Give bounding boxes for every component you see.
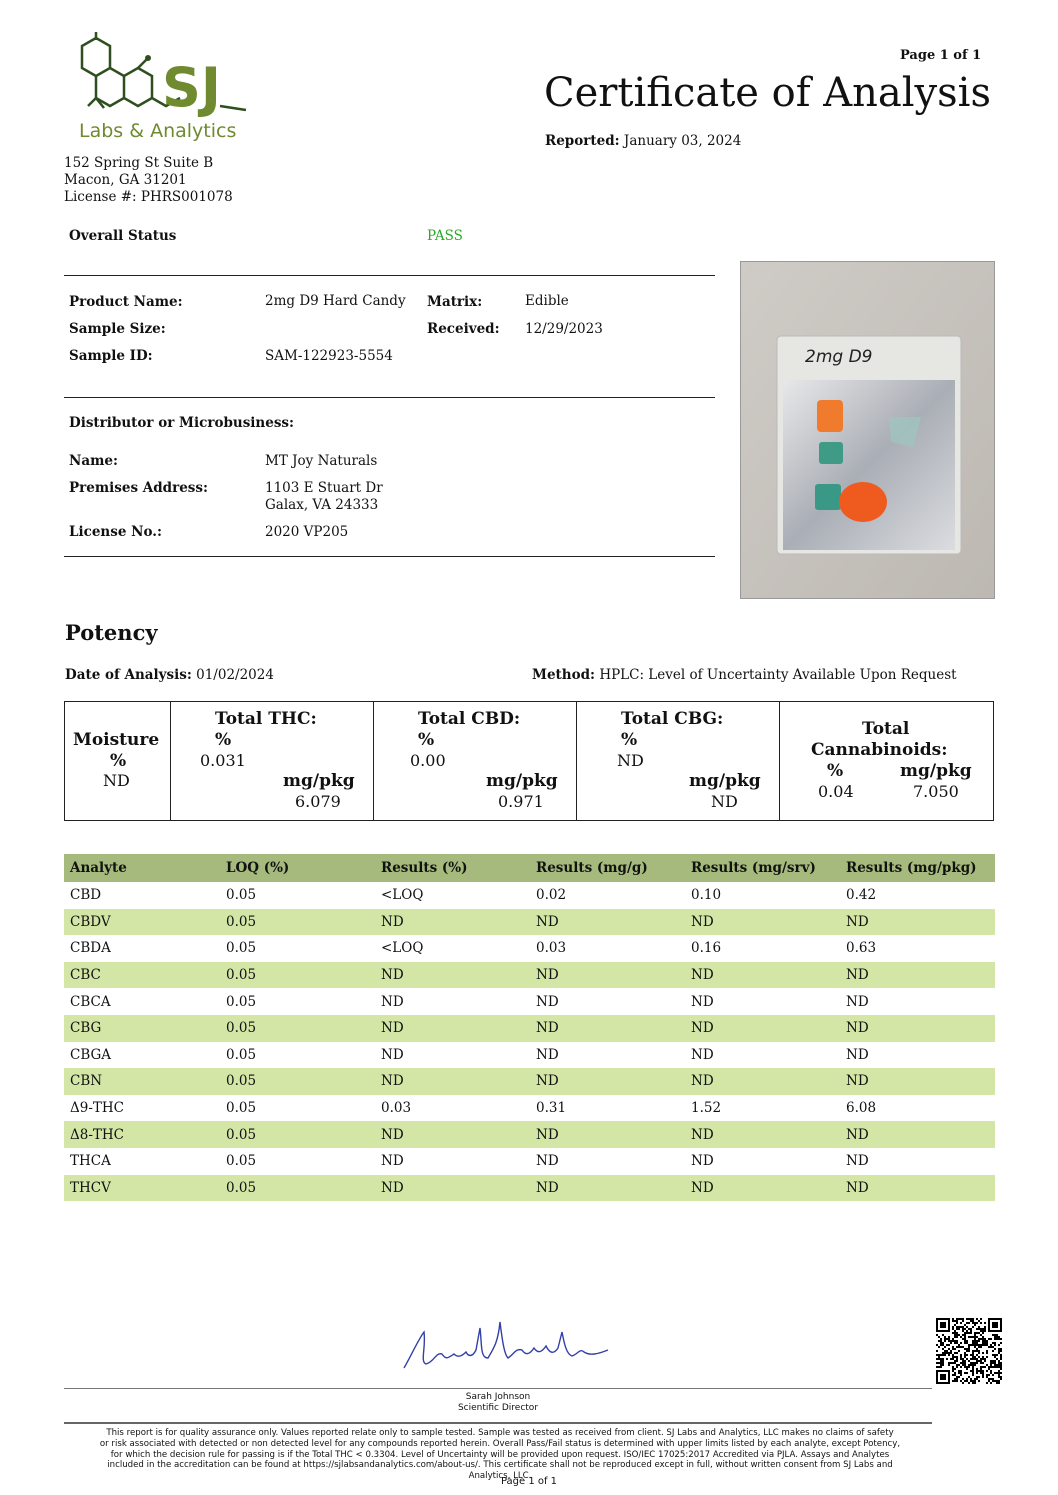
table-cell: ND <box>530 909 685 936</box>
column-header: Results (mg/pkg) <box>840 854 995 882</box>
disclaimer-line: included in the accreditation can be found at https://sjlabsandanalytics.com/about-us/. This certificate shall not be reproduced except in full, without written consent from SJ Labs and <box>107 1460 893 1471</box>
reported-value: January 03, 2024 <box>623 133 742 149</box>
moisture-label: Moisture <box>73 730 160 750</box>
table-cell: ND <box>530 1068 685 1095</box>
table-cell: ND <box>685 1121 840 1148</box>
analysis-date-label: Date of Analysis: <box>65 667 192 683</box>
table-cell: ND <box>846 1046 869 1063</box>
column-header: Results (mg/g) <box>530 854 685 882</box>
table-row <box>64 882 995 909</box>
table-cell: ND <box>536 993 559 1010</box>
table-cell: 0.16 <box>691 940 722 957</box>
total-cbd-cell <box>374 702 577 820</box>
table-row <box>64 1042 995 1069</box>
table-cell: 0.05 <box>220 1015 375 1042</box>
matrix-value: Edible <box>525 293 569 309</box>
distributor-name-label: Name: <box>69 453 118 469</box>
signature-line <box>64 1388 932 1389</box>
table-cell: ND <box>375 962 530 989</box>
signature-image <box>396 1318 616 1376</box>
table-cell: Δ8-THC <box>64 1121 220 1148</box>
overall-status-label: Overall Status <box>69 228 177 244</box>
lab-license: License #: PHRS001078 <box>64 189 233 205</box>
total-cannabinoids-mg-value: 7.050 <box>913 782 959 801</box>
signature <box>396 1318 616 1376</box>
total-thc-pct-label: % <box>215 730 232 750</box>
total-cbd-pct-label: % <box>418 730 435 750</box>
table-cell: 0.10 <box>691 887 722 904</box>
table-cell: ND <box>375 1175 530 1202</box>
received-label: Received: <box>427 321 500 337</box>
table-cell: 1.52 <box>691 1100 722 1117</box>
table-cell: ND <box>846 993 869 1010</box>
table-cell: 0.05 <box>226 1153 257 1170</box>
sample-id-value: SAM-122923-5554 <box>265 348 393 364</box>
total-cannabinoids-pct-label: % <box>827 761 844 781</box>
table-cell: 0.05 <box>226 1100 257 1117</box>
total-thc-pct-value: 0.031 <box>200 751 246 770</box>
premises-address-line2: Galax, VA 24333 <box>265 497 379 513</box>
table-cell: ND <box>840 962 995 989</box>
disclaimer-line: This report is for quality assurance only. Values reported relate only to sample tested. Sample was tested as received from client. SJ Labs and Analytics, LLC makes no claims of safety <box>106 1428 894 1438</box>
moisture-pct-label: % <box>110 751 127 771</box>
table-cell: ND <box>381 1046 404 1063</box>
table-cell: ND <box>840 909 995 936</box>
potency-heading: Potency <box>65 620 158 645</box>
lab-address-line1: 152 Spring St Suite B <box>64 155 214 171</box>
moisture-cell <box>65 702 171 820</box>
footer-disclaimer <box>40 1428 960 1482</box>
table-row <box>64 1095 995 1122</box>
column-header: Results (%) <box>375 854 530 882</box>
table-cell: CBGA <box>70 1046 112 1063</box>
analysis-date <box>65 667 274 683</box>
total-cbg-mg-label: mg/pkg <box>689 771 761 791</box>
total-cbg-label: Total CBG: <box>621 709 724 729</box>
total-thc-cell <box>171 702 374 820</box>
table-cell: 0.03 <box>536 940 567 957</box>
table-cell: 0.05 <box>220 962 375 989</box>
table-cell: ND <box>375 1068 530 1095</box>
divider <box>64 397 715 398</box>
table-cell: ND <box>840 1068 995 1095</box>
table-cell: ND <box>685 1175 840 1202</box>
table-cell: <LOQ <box>381 940 424 957</box>
table-cell: 0.05 <box>220 1121 375 1148</box>
premises-address-line1: 1103 E Stuart Dr <box>265 480 383 496</box>
table-cell: CBCA <box>70 993 111 1010</box>
table-cell: ND <box>685 1015 840 1042</box>
table-cell: ND <box>375 1015 530 1042</box>
table-cell: 0.05 <box>226 940 257 957</box>
total-thc-label: Total THC: <box>215 709 317 729</box>
lab-tagline: Labs & Analytics <box>79 120 237 142</box>
table-cell: 0.05 <box>226 887 257 904</box>
total-cbg-cell <box>577 702 780 820</box>
table-cell: ND <box>530 1015 685 1042</box>
total-cannabinoids-label2: Cannabinoids: <box>811 740 948 760</box>
reported-label: Reported: <box>545 133 620 149</box>
table-cell: ND <box>685 962 840 989</box>
total-cbg-mg-value: ND <box>711 792 738 811</box>
table-cell: CBN <box>64 1068 220 1095</box>
table-cell: ND <box>381 1153 404 1170</box>
analyte-table <box>64 854 995 1201</box>
table-cell: CBDV <box>64 909 220 936</box>
analysis-date-value: 01/02/2024 <box>196 667 274 683</box>
table-row <box>64 1068 995 1095</box>
table-cell: 0.31 <box>536 1100 567 1117</box>
footer-page-indicator: Page 1 of 1 <box>500 1476 558 1487</box>
table-cell: 6.08 <box>846 1100 877 1117</box>
distributor-heading: Distributor or Microbusiness: <box>69 415 295 431</box>
table-row <box>64 1121 995 1148</box>
divider <box>64 556 715 557</box>
disclaimer-line: Analytics, LLC. <box>468 1471 532 1482</box>
sample-id-label: Sample ID: <box>69 348 153 364</box>
table-cell: ND <box>685 909 840 936</box>
potency-summary-box <box>64 701 994 821</box>
column-header: Results (mg/srv) <box>685 854 840 882</box>
license-no-value: 2020 VP205 <box>265 524 349 540</box>
candy-bag-image <box>741 262 994 598</box>
product-photo <box>740 261 995 599</box>
sample-size-label: Sample Size: <box>69 321 166 337</box>
table-cell: ND <box>375 909 530 936</box>
method-label: Method: <box>532 667 596 683</box>
table-cell: ND <box>536 1153 559 1170</box>
distributor-name-value: MT Joy Naturals <box>265 453 378 469</box>
table-cell: Δ9-THC <box>70 1100 125 1117</box>
table-cell: ND <box>840 1015 995 1042</box>
table-cell: <LOQ <box>381 887 424 904</box>
total-cannabinoids-label1: Total <box>862 719 910 739</box>
product-name-value: 2mg D9 Hard Candy <box>265 293 406 309</box>
table-cell: 0.05 <box>220 1068 375 1095</box>
table-cell: ND <box>840 1175 995 1202</box>
page-title: Certificate of Analysis <box>544 70 991 116</box>
footer-divider <box>64 1422 932 1424</box>
table-cell: ND <box>536 1046 559 1063</box>
table-cell: CBC <box>64 962 220 989</box>
product-name-label: Product Name: <box>69 294 183 310</box>
total-cbd-mg-value: 0.971 <box>498 792 544 811</box>
table-row <box>64 935 995 962</box>
table-cell: ND <box>530 1175 685 1202</box>
method-value: HPLC: Level of Uncertainty Available Upon Request <box>599 667 957 683</box>
table-cell: 0.05 <box>220 1175 375 1202</box>
table-cell: 0.05 <box>226 993 257 1010</box>
total-cannabinoids-cell <box>780 702 993 820</box>
total-thc-mg-value: 6.079 <box>295 792 341 811</box>
table-cell: CBG <box>64 1015 220 1042</box>
total-cbd-mg-label: mg/pkg <box>486 771 558 791</box>
svg-text:2mg D9: 2mg D9 <box>805 347 873 367</box>
table-cell: CBDA <box>70 940 111 957</box>
premises-address-label: Premises Address: <box>69 480 208 496</box>
table-row <box>64 1148 995 1175</box>
moisture-value: ND <box>103 771 130 790</box>
license-no-label: License No.: <box>69 524 162 540</box>
table-cell: ND <box>685 1068 840 1095</box>
svg-text:SJ: SJ <box>162 56 221 119</box>
table-cell: THCA <box>70 1153 111 1170</box>
table-row <box>64 1175 995 1202</box>
column-header: Analyte <box>64 854 220 882</box>
disclaimer-line: or risk associated with detected or non detected level for any compounds reported herein. Overall Pass/Fail status is determined with upper limits listed by each analyte, except Potency, <box>99 1438 901 1449</box>
table-cell: ND <box>691 1153 714 1170</box>
table-cell: CBD <box>70 887 102 904</box>
table-cell: THCV <box>64 1175 220 1202</box>
table-row <box>64 962 995 989</box>
table-row <box>64 988 995 1015</box>
total-cannabinoids-mg-label: mg/pkg <box>900 761 972 781</box>
qr-code-icon[interactable] <box>936 1318 1002 1384</box>
page-indicator: Page 1 of 1 <box>900 48 982 63</box>
reported-date <box>545 133 741 149</box>
total-cannabinoids-pct-value: 0.04 <box>818 782 854 801</box>
table-cell: 0.02 <box>536 887 567 904</box>
total-cbg-pct-label: % <box>621 730 638 750</box>
table-header-row <box>64 854 995 882</box>
signer-name: Sarah Johnson <box>465 1392 531 1402</box>
matrix-label: Matrix: <box>427 294 483 310</box>
table-cell: ND <box>375 1121 530 1148</box>
lab-address-line2: Macon, GA 31201 <box>64 172 187 188</box>
table-cell: ND <box>840 1121 995 1148</box>
table-cell: 0.03 <box>381 1100 412 1117</box>
total-thc-mg-label: mg/pkg <box>283 771 355 791</box>
analysis-method <box>532 667 957 683</box>
overall-status-value: PASS <box>427 228 463 244</box>
total-cbd-label: Total CBD: <box>418 709 521 729</box>
table-cell: ND <box>691 1046 714 1063</box>
table-cell: ND <box>530 1121 685 1148</box>
signer-title: Scientific Director <box>457 1403 539 1413</box>
table-cell: 0.42 <box>846 887 877 904</box>
column-header: LOQ (%) <box>220 854 375 882</box>
total-cbd-pct-value: 0.00 <box>410 751 446 770</box>
table-cell: ND <box>381 993 404 1010</box>
divider <box>64 275 715 276</box>
table-cell: ND <box>846 1153 869 1170</box>
total-cbg-pct-value: ND <box>617 751 644 770</box>
table-cell: 0.05 <box>226 1046 257 1063</box>
disclaimer-line: for which the decision rule for passing is if the Total THC < 0.3304. Level of Uncertainty will be provided upon request. ISO/IEC 17025:2017 Accredited via PJLA. Assays and Analytes <box>110 1449 890 1460</box>
table-row <box>64 909 995 936</box>
table-cell: ND <box>691 993 714 1010</box>
table-row <box>64 1015 995 1042</box>
received-value: 12/29/2023 <box>525 321 603 337</box>
table-cell: 0.63 <box>846 940 877 957</box>
table-cell: 0.05 <box>220 909 375 936</box>
table-cell: ND <box>530 962 685 989</box>
